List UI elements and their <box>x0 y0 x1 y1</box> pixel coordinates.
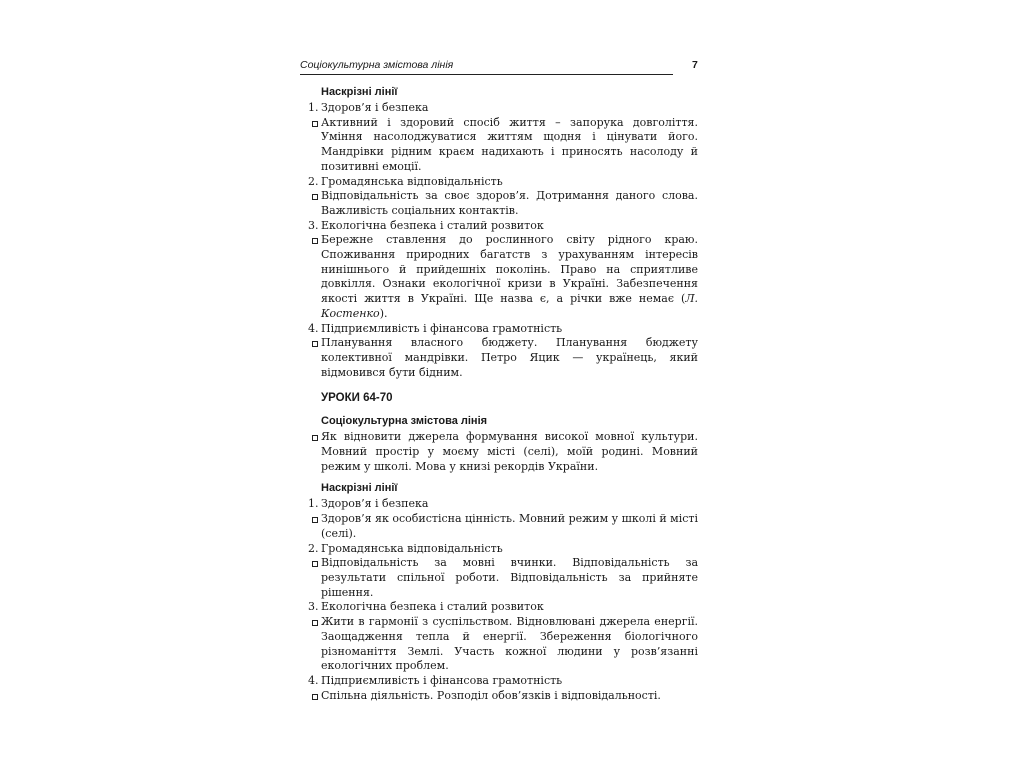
list-item <box>300 600 698 615</box>
list-item-title: Здоров’я і безпека <box>321 101 429 114</box>
list-item <box>300 615 698 674</box>
list-number: 1. <box>308 497 319 511</box>
square-bullet-icon <box>312 194 318 200</box>
square-bullet-icon <box>312 121 318 127</box>
list-number: 3. <box>308 218 319 232</box>
lessons-subheading: Соціокультурна змістова лінія <box>321 415 488 428</box>
list-item <box>300 189 698 218</box>
page-number: 7 <box>692 59 698 71</box>
list-number: 2. <box>308 541 319 555</box>
list-item <box>300 542 698 557</box>
section-list <box>300 101 698 380</box>
list-item-text: Здоров’я як особистісна цінність. Мовний режим у школі й місті (селі). <box>321 512 699 540</box>
list-item <box>300 512 698 541</box>
square-bullet-icon <box>312 694 318 700</box>
list-item <box>300 336 698 380</box>
running-title: Соціокультурна змістова лінія <box>300 59 454 71</box>
list-number: 1. <box>308 101 319 114</box>
list-item <box>300 430 698 474</box>
list-item-title: Екологічна безпека і сталий розвиток <box>321 600 544 614</box>
square-bullet-icon <box>312 238 318 244</box>
list-item-text: Як відновити джерела формування високої мовної культури. Мовний простір у моєму місті (селі), моїй родині. Мовний режим у школі. Мова у книзі рекордів України. <box>321 430 698 473</box>
list-number: 4. <box>308 673 319 687</box>
list-number: 4. <box>308 321 319 335</box>
list-item-title: Підприємливість і фінансова грамотність <box>321 321 563 335</box>
list-item <box>300 556 698 600</box>
list-item <box>300 175 698 190</box>
square-bullet-icon <box>312 561 318 567</box>
lessons-heading: УРОКИ 64-70 <box>321 392 393 405</box>
list-item <box>300 233 698 321</box>
list-item <box>300 689 698 704</box>
section-heading: Наскрізні лінії <box>321 86 398 98</box>
list-item-title: Здоров’я і безпека <box>321 497 429 511</box>
list-item-title: Громадянська відповідальність <box>321 174 503 188</box>
list-item-text: Відповідальність за мовні вчинки. Відповідальність за результати спільної роботи. Відповідальність за прийняте рішення. <box>321 556 698 599</box>
list-item-text: Спільна діяльність. Розподіл обов’язків і відповідальності. <box>321 688 661 702</box>
square-bullet-icon <box>312 620 318 626</box>
running-header <box>300 58 698 75</box>
list-item-title: Екологічна безпека і сталий розвиток <box>321 218 544 232</box>
list-item <box>300 219 698 234</box>
square-bullet-icon <box>312 341 318 347</box>
list-item-text-end: ). <box>379 306 388 320</box>
list-item <box>300 497 698 512</box>
page-body <box>300 85 698 703</box>
square-bullet-icon <box>312 435 318 441</box>
list-item <box>300 116 698 175</box>
list-item <box>300 322 698 337</box>
list-item-title: Громадянська відповідальність <box>321 541 503 555</box>
list-number: 3. <box>308 600 319 614</box>
list-item-text: Відповідальність за своє здоров’я. Дотримання даного слова. Важливість соціальних контактів. <box>321 189 698 217</box>
list-item-text: Планування власного бюджету. Планування бюджету колективної мандрівки. Петро Яцик — українець, який відмовився бути бідним. <box>321 336 698 379</box>
list-item <box>300 674 698 689</box>
list-item-title: Підприємливість і фінансова грамотність <box>321 673 563 687</box>
list-item <box>300 101 698 116</box>
list-item-text: Жити в гармонії з суспільством. Відновлювані джерела енергії. Заощадження тепла й енергії. Збереження біологічного різноманіття Землі. Участь кожної людини у розв’язанні екологічних проблем. <box>321 615 698 673</box>
book-page <box>300 58 698 703</box>
square-bullet-icon <box>312 517 318 523</box>
quote-author: Л. Костенко <box>321 292 698 320</box>
section-list <box>300 497 698 703</box>
section-heading: Наскрізні лінії <box>321 482 398 495</box>
list-number: 2. <box>308 174 319 188</box>
list-item-text: Бережне ставлення до рослинного світу рідного краю. Споживання природних багатств з урахуванням інтересів нинішнього й прийдешніх поколінь. Право на сприятливе довкілля. Ознаки екологічної кризи в Україні. Забезпечення якості життя в Україні. Ще назва є, а річки вже немає ( <box>321 233 698 306</box>
list-item-text: Активний і здоровий спосіб життя – запорука довголіття. Уміння насолоджуватися життям щодня і цінувати його. Мандрівки рідним краєм надихають і приносять насолоду й позитивні емоції. <box>321 115 698 173</box>
